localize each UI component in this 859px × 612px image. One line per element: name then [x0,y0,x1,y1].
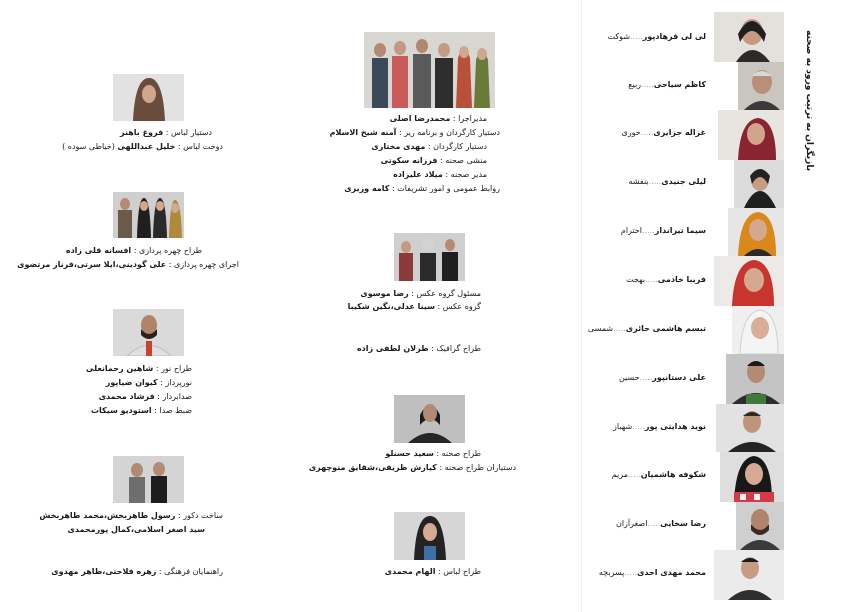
credit-line: دستیار لباس : فروغ باهنر [119,128,212,137]
cast-photo [716,404,784,452]
actor-name: محمد مهدی احدی [637,568,706,577]
cast-entry: کاظم سیاحی.....ربیع [628,80,706,89]
cast-title: بازیگران به ترتیب ورود به صحنه [804,30,814,172]
cast-entry: فریبا خادمی.....بهجت [626,275,706,284]
role-name: شهباز [613,422,633,431]
management-group-photo [364,32,495,108]
cast-photo [728,208,784,256]
credit-line: طراح چهره پردازی : افسانه قلی زاده [65,246,202,255]
actor-name: نوید هدایتی پور [644,422,706,431]
actor-name: تبسم هاشمی حائری [625,324,706,333]
cast-photo [732,306,784,354]
lighting-designer-photo [113,309,184,356]
cast-entry: تبسم هاشمی حائری.....شمسی [587,324,706,333]
credit-line: مدیراجرا : محمدرضا اصلی [389,114,487,123]
credit-line: ضبط صدا : استودیو سیکات [91,406,192,415]
graphic-designer-credit: طراح گرافیک : طرلان لطفی زاده [356,344,481,353]
role-name: شمسی [587,324,614,333]
role-name: ربیع [628,80,642,89]
cast-entry: رضا سخایی.....اصغرآزان [615,519,706,528]
stage-designer-photo [394,395,465,443]
credit-line: دستیار کارگردان : مهدی مختاری [371,142,487,151]
cast-photo [738,62,784,110]
role-name: حوری [621,128,641,137]
credit-line: روابط عمومی و امور تشریفات : کامه وزیری [344,184,500,193]
role-name: پسربچه [598,568,625,577]
credit-line: مسئول گروه عکس : رضا موسوی [360,289,481,298]
page-fold-divider [581,0,582,612]
role-name: شوکت [607,32,631,41]
cast-entry: نوید هدایتی پور.....شهباز [613,422,706,431]
costume-assistant-photo [113,74,184,121]
cast-entry: سیما تیرانداز.....احترام [620,226,706,235]
actor-name: کاظم سیاحی [653,80,706,89]
cast-photo [734,160,784,208]
credit-line: منشی صحنه : فرزانه سکوتی [380,156,487,165]
cast-entry: شکوفه هاشمیان.....مریم [611,470,706,479]
cast-photo [720,452,784,502]
actor-name: علی دستانپور [652,373,706,382]
actor-name: لی لی فرهادپور [642,32,706,41]
cultural-guides-credit: راهنمایان فرهنگی : زهره فلاحتی،طاهر مهدوی [51,567,223,576]
cast-photo [736,502,784,550]
role-name: مریم [611,470,628,479]
cast-photo [714,550,784,600]
credit-line: نورپرداز : کیوان ضیاپور [105,378,192,387]
actor-name: شکوفه هاشمیان [640,470,706,479]
credit-line: طراح نور : شاهین رحمانعلی [85,364,192,373]
credit-line: اجرای چهره پردازی : علی گودینی،ایلا سرتی،فرناز مرتضوی [17,260,239,269]
role-name: احترام [620,226,643,235]
role-name: حسین [618,373,640,382]
actor-name: سیما تیرانداز [654,226,706,235]
cast-photo [726,354,784,404]
cast-entry: غزاله جزایری.....حوری [621,128,706,137]
cast-entry: لیلی جنیدی.....بنفشه [628,177,706,186]
cast-photo [718,110,784,160]
credit-line: ساخت دکور : رسول طاهربخش،محمد طاهربخش [39,511,223,520]
costume-designer-photo [394,512,465,560]
makeup-team-photo [113,192,184,238]
credit-line: دستیار کارگردان و برنامه ریز : آمنه شیخ الاسلام [329,128,500,137]
credit-line: مدیر صحنه : میلاد علیزاده [393,170,487,179]
cast-photo [714,256,784,306]
costume-designer-credit: طراح لباس : الهام محمدی [384,567,481,576]
photo-crew-photo [394,233,465,281]
credit-line: سید اصغر اسلامی،کمال پورمحمدی [67,525,205,534]
credit-line: دوخت لباس : خلیل عبداللهی (خیاطی سوده ) [62,142,223,151]
role-name: بنفشه [628,177,649,186]
credit-line: دستیاران طراح صحنه : کیارش ظریفی،شقایق منوچهری [308,463,516,472]
credit-line: طراح صحنه : سعید حسنلو [385,449,481,458]
actor-name: لیلی جنیدی [661,177,706,186]
role-name: بهجت [626,275,646,284]
cast-entry: محمد مهدی احدی.....پسربچه [598,568,706,577]
actor-name: غزاله جزایری [653,128,706,137]
role-name: اصغرآزان [615,519,648,528]
credit-line: گروه عکس : سینا عدلی،نگین شکیبا [347,302,481,311]
cast-entry: لی لی فرهادپور.....شوکت [607,32,706,41]
actor-name: رضا سخایی [660,519,706,528]
cast-entry: علی دستانپور.....حسین [618,373,706,382]
set-builders-photo [113,456,184,503]
credit-line: صدابردار : فرشاد محمدی [98,392,192,401]
actor-name: فریبا خادمی [657,275,706,284]
cast-photo [714,12,784,62]
